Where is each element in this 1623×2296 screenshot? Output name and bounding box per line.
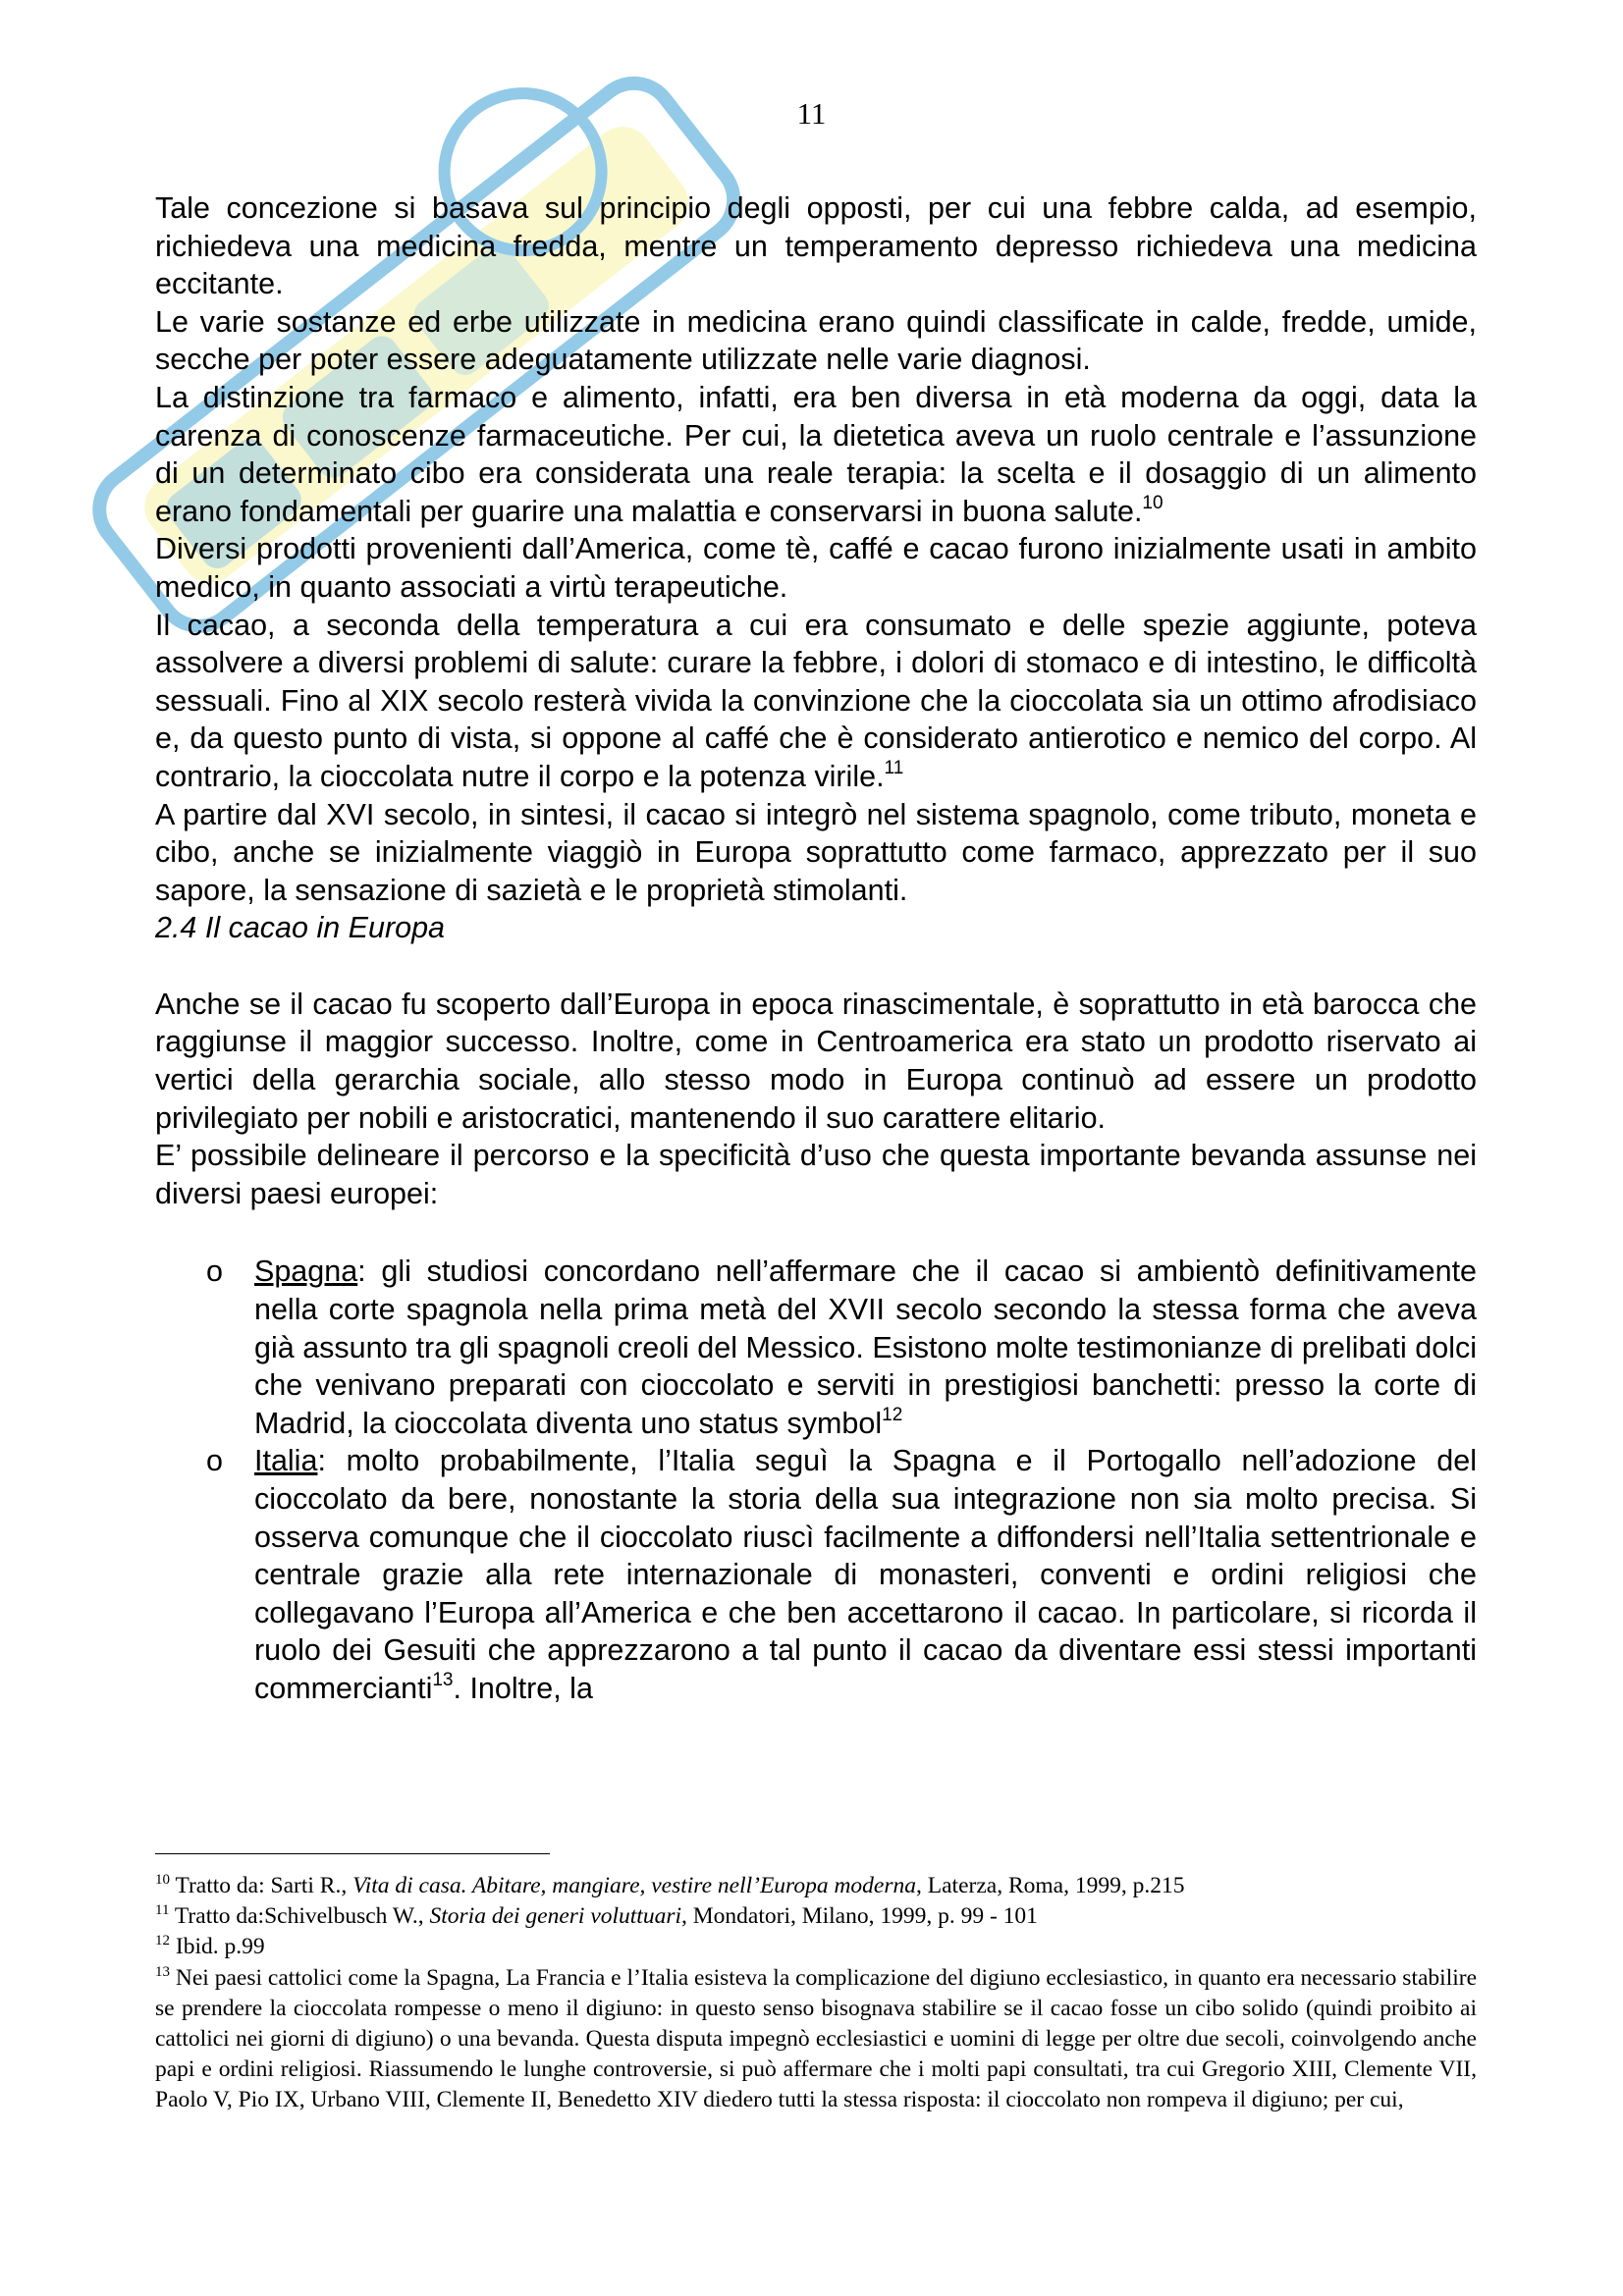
list-item-text: : molto probabilmente, l’Italia seguì la Spagna e il Portogallo nell’adozione del cioccolato da bere, nonostante la storia della sua integrazione non sia molto precisa. Si osserva comunque che il cioccolato riuscì facilmente a diffondersi nell’Italia settentrionale e centrale grazie alla rete internazionale di monasteri, conventi e ordini religiosi che collegavano l’Europa all’America e che ben accettarono il cacao. In particolare, si ricorda il ruolo dei Gesuiti che apprezzarono a tal punto il cacao da diventare essi stessi importanti commercianti: [254, 1444, 1477, 1705]
footnote-number: 11: [155, 1902, 170, 1919]
paragraph: Tale concezione si basava sul principio degli opposti, per cui una febbre calda, ad esempio, richiedeva una medicina fredda, mentre un temperamento depresso richiedeva una medicina eccitante.: [155, 191, 1477, 301]
footnote: [155, 1901, 1477, 1932]
bullet: o: [206, 1444, 223, 1478]
footnote-title: Storia dei generi voluttuari: [429, 1903, 682, 1930]
footnote-text: Ibid. p.99: [175, 1934, 265, 1960]
footnotes: [155, 1871, 1477, 2116]
paragraph: [155, 607, 1477, 796]
paragraph-text: La distinzione tra farmaco e alimento, infatti, era ben diversa in età moderna da oggi, data la carenza di conoscenze farmaceutiche. Per cui, la dietetica aveva un ruolo centrale e l’assunzione di un determinato cibo era considerata una reale terapia: la scelta e il dosaggio di un alimento erano fondamentali per guarire una malattia e conservarsi in buona salute.: [155, 380, 1477, 528]
footnote-text: , Mondatori, Milano, 1999, p. 99 - 101: [681, 1903, 1038, 1930]
footnote: [155, 1871, 1477, 1901]
footnote: [155, 1963, 1477, 2116]
country-name: Italia: [254, 1444, 318, 1478]
paragraph: Anche se il cacao fu scoperto dall’Europa in epoca rinascimentale, è soprattutto in età barocca che raggiunse il maggior successo. Inoltre, come in Centroamerica era stato un prodotto riservato ai vertici della gerarchia sociale, allo stesso modo in Europa continuò ad essere un prodotto privilegiato per nobili e aristocratici, mantenendo il suo carattere elitario.: [155, 987, 1477, 1135]
footnote-text: , Laterza, Roma, 1999, p.215: [916, 1873, 1185, 1898]
footnote-ref: 13: [432, 1669, 454, 1690]
paragraph-text: Il cacao, a seconda della temperatura a cui era consumato e delle spezie aggiunte, poteva assolvere a diversi problemi di salute: curare la febbre, i dolori di stomaco e di intestino, le difficoltà sessuali. Fino al XIX secolo resterà vivida la convinzione che la cioccolata sia un ottimo afrodisiaco e, da questo punto di vista, si oppone al caffé che è considerato antierotico e nemico del corpo. Al contrario, la cioccolata nutre il corpo e la potenza virile.: [155, 608, 1477, 793]
footnote-ref: 12: [882, 1404, 903, 1425]
footnote-text: Nei paesi cattolici come la Spagna, La Francia e l’Italia esisteva la complicazione del digiuno ecclesiastico, in quanto era necessario stabilire se prendere la cioccolata rompesse o meno il digiuno: in questo senso bisognava stabilire se il cacao fosse un cibo solido (quindi proibito ai cattolici nei giorni di digiuno) o una bevanda. Questa disputa impegnò ecclesiastici e uomini di legge per oltre due secoli, coinvolgendo anche papi e ordini religiosi. Riassumendo le lunghe controversie, si può affermare che i molti papi consultati, tra cui Gregorio XIII, Clemente VII, Paolo V, Pio IX, Urbano VIII, Clemente II, Benedetto XIV diedero tutti la stessa risposta: il cioccolato non rompeva il digiuno; per cui,: [155, 1964, 1478, 2113]
paragraph: [155, 379, 1477, 530]
list-item-spagna: [155, 1253, 1477, 1442]
bullet: o: [206, 1255, 223, 1289]
footnote-ref: 11: [884, 757, 904, 778]
main-text: [155, 189, 1477, 1708]
footnote-ref: 10: [1142, 492, 1163, 513]
footnote-text: Tratto da:Schivelbusch W.,: [174, 1903, 430, 1930]
footnote: [155, 1932, 1477, 1962]
footnote-separator: [155, 1853, 550, 1854]
footnote-number: 12: [155, 1933, 170, 1949]
page-number: 11: [796, 96, 827, 131]
section-title: 2.4 Il cacao in Europa: [155, 911, 446, 945]
list-item-tail: . Inoltre, la: [453, 1671, 593, 1705]
country-list: [155, 1253, 1477, 1707]
paragraph: A partire dal XVI secolo, in sintesi, il cacao si integrò nel sistema spagnolo, come tributo, moneta e cibo, anche se inizialmente viaggiò in Europa soprattutto come farmaco, apprezzato per il suo sapore, la sensazione di sazietà e le proprietà stimolanti.: [155, 797, 1477, 907]
footnote-number: 13: [155, 1963, 170, 1980]
paragraph: E’ possibile delineare il percorso e la specificità d’uso che questa importante bevanda assunse nei diversi paesi europei:: [155, 1139, 1477, 1210]
paragraph: Le varie sostanze ed erbe utilizzate in medicina erano quindi classificate in calde, fredde, umide, secche per poter essere adeguatamente utilizzate nelle varie diagnosi.: [155, 304, 1477, 377]
footnote-title: Vita di casa. Abitare, mangiare, vestire nell’Europa moderna: [352, 1873, 917, 1898]
list-item-italia: [155, 1442, 1477, 1707]
country-name: Spagna: [254, 1255, 358, 1289]
paragraph: Diversi prodotti provenienti dall’America, come tè, caffé e cacao furono inizialmente usati in ambito medico, in quanto associati a virtù terapeutiche.: [155, 532, 1477, 604]
list-item-text: : gli studiosi concordano nell’affermare che il cacao si ambientò definitivamente nella corte spagnola nella prima metà del XVII secolo secondo la stessa forma che aveva già assunto tra gli spagnoli creoli del Messico. Esistono molte testimonianze di prelibati dolci che venivano preparati con cioccolato e serviti in prestigiosi banchetti: presso la corte di Madrid, la cioccolata diventa uno status symbol: [254, 1255, 1477, 1440]
footnote-number: 10: [155, 1872, 170, 1888]
footnote-text: Tratto da: Sarti R.,: [175, 1873, 353, 1898]
